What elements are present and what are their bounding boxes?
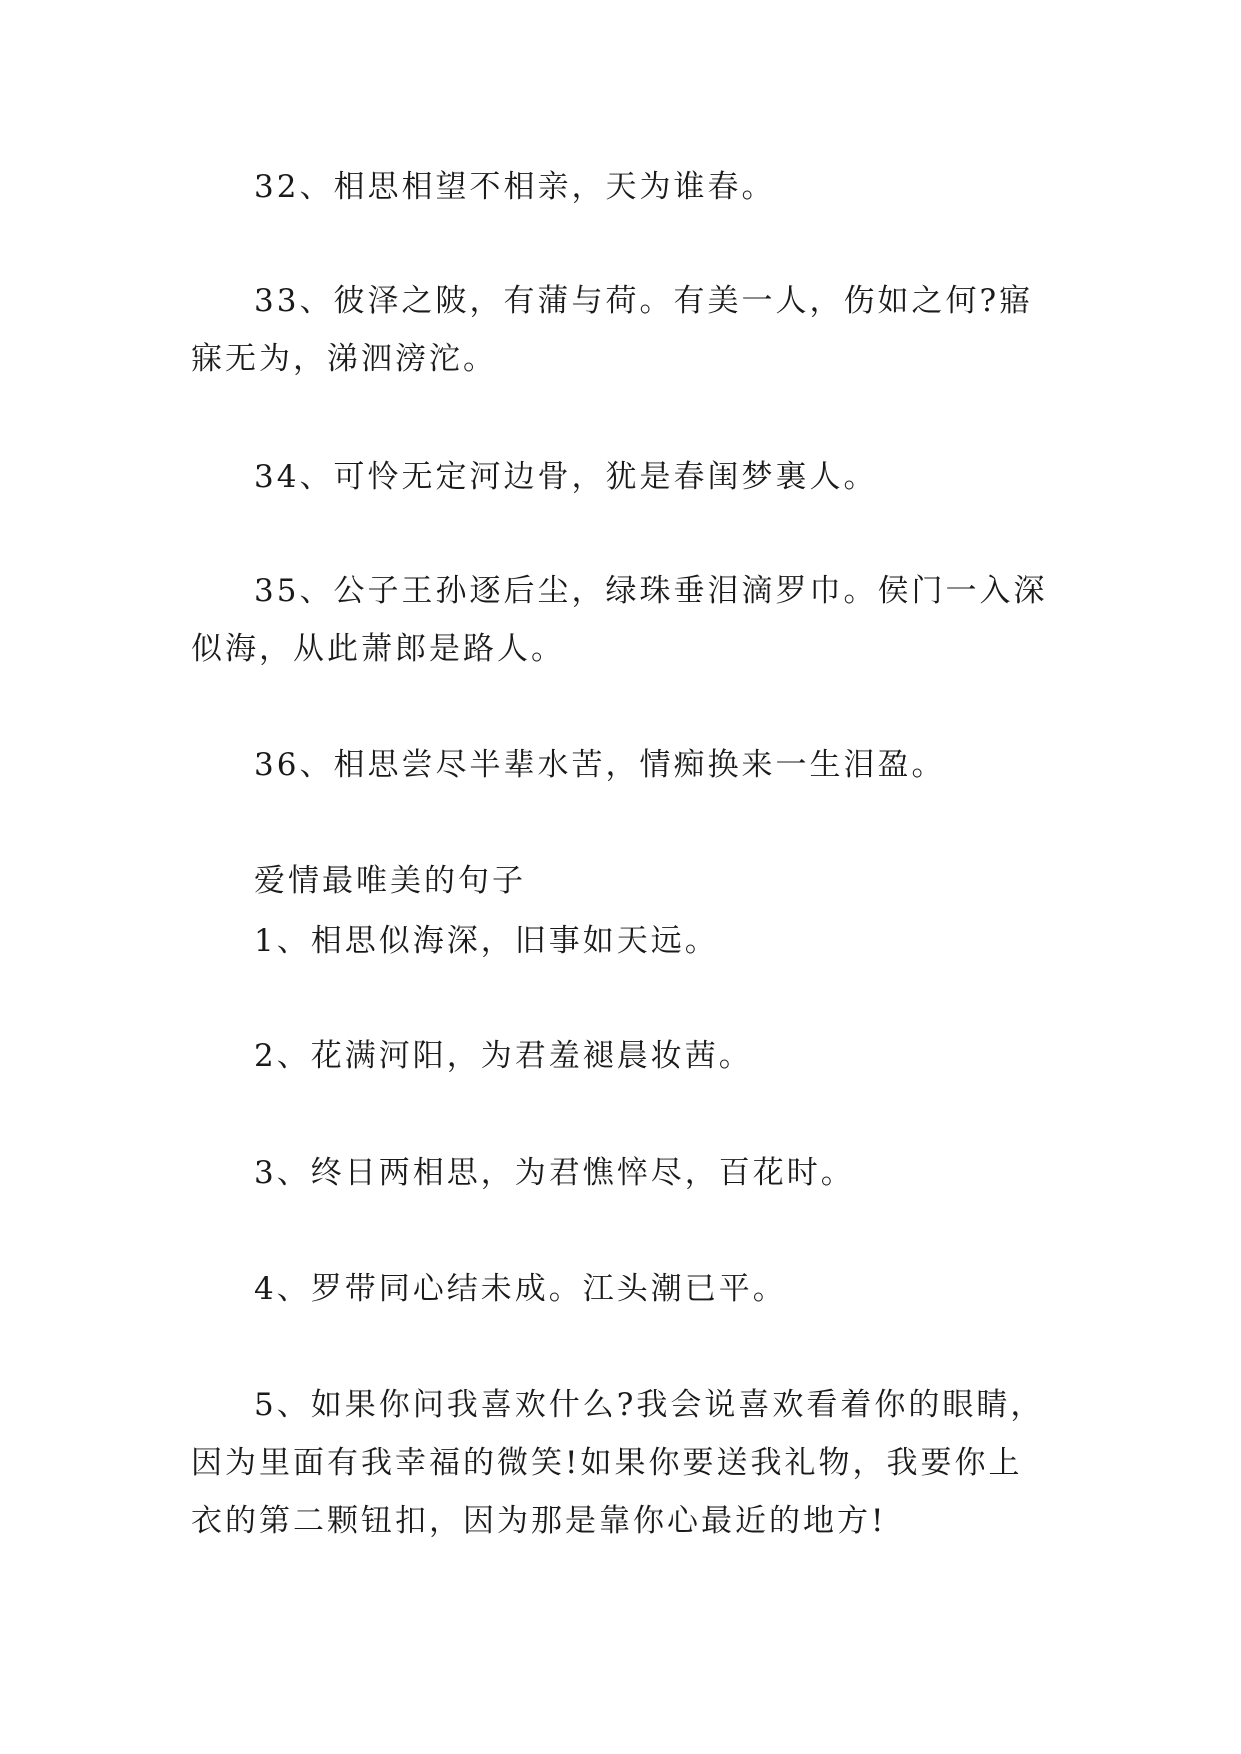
section-heading: 爱情最唯美的句子 bbox=[254, 863, 526, 899]
paragraph-34: 34、可怜无定河边骨，犹是春闺梦裏人。 bbox=[254, 459, 878, 495]
paragraph-36: 36、相思尝尽半辈水苦，情痴换来一生泪盈。 bbox=[254, 747, 946, 783]
paragraph-32: 32、相思相望不相亲，天为谁春。 bbox=[254, 169, 776, 205]
paragraph-35: 35、公子王孙逐后尘，绿珠垂泪滴罗巾。侯门一入深似海，从此萧郎是路人。 bbox=[191, 573, 1048, 667]
list-item-2: 2、花满河阳，为君羞褪晨妆茜。 bbox=[254, 1038, 753, 1074]
paragraph-33: 33、彼泽之陂，有蒲与荷。有美一人，伤如之何?寤寐无为，涕泗滂沱。 bbox=[191, 283, 1034, 377]
list-item-5: 5、如果你问我喜欢什么?我会说喜欢看着你的眼睛，因为里面有我幸福的微笑!如果你要送我礼物，我要你上衣的第二颗钮扣，因为那是靠你心最近的地方! bbox=[191, 1387, 1045, 1539]
list-item-4: 4、罗带同心结未成。江头潮已平。 bbox=[254, 1271, 787, 1307]
list-item-3: 3、终日两相思，为君憔悴尽，百花时。 bbox=[254, 1155, 855, 1191]
list-item-1: 1、相思似海深，旧事如天远。 bbox=[254, 923, 719, 959]
